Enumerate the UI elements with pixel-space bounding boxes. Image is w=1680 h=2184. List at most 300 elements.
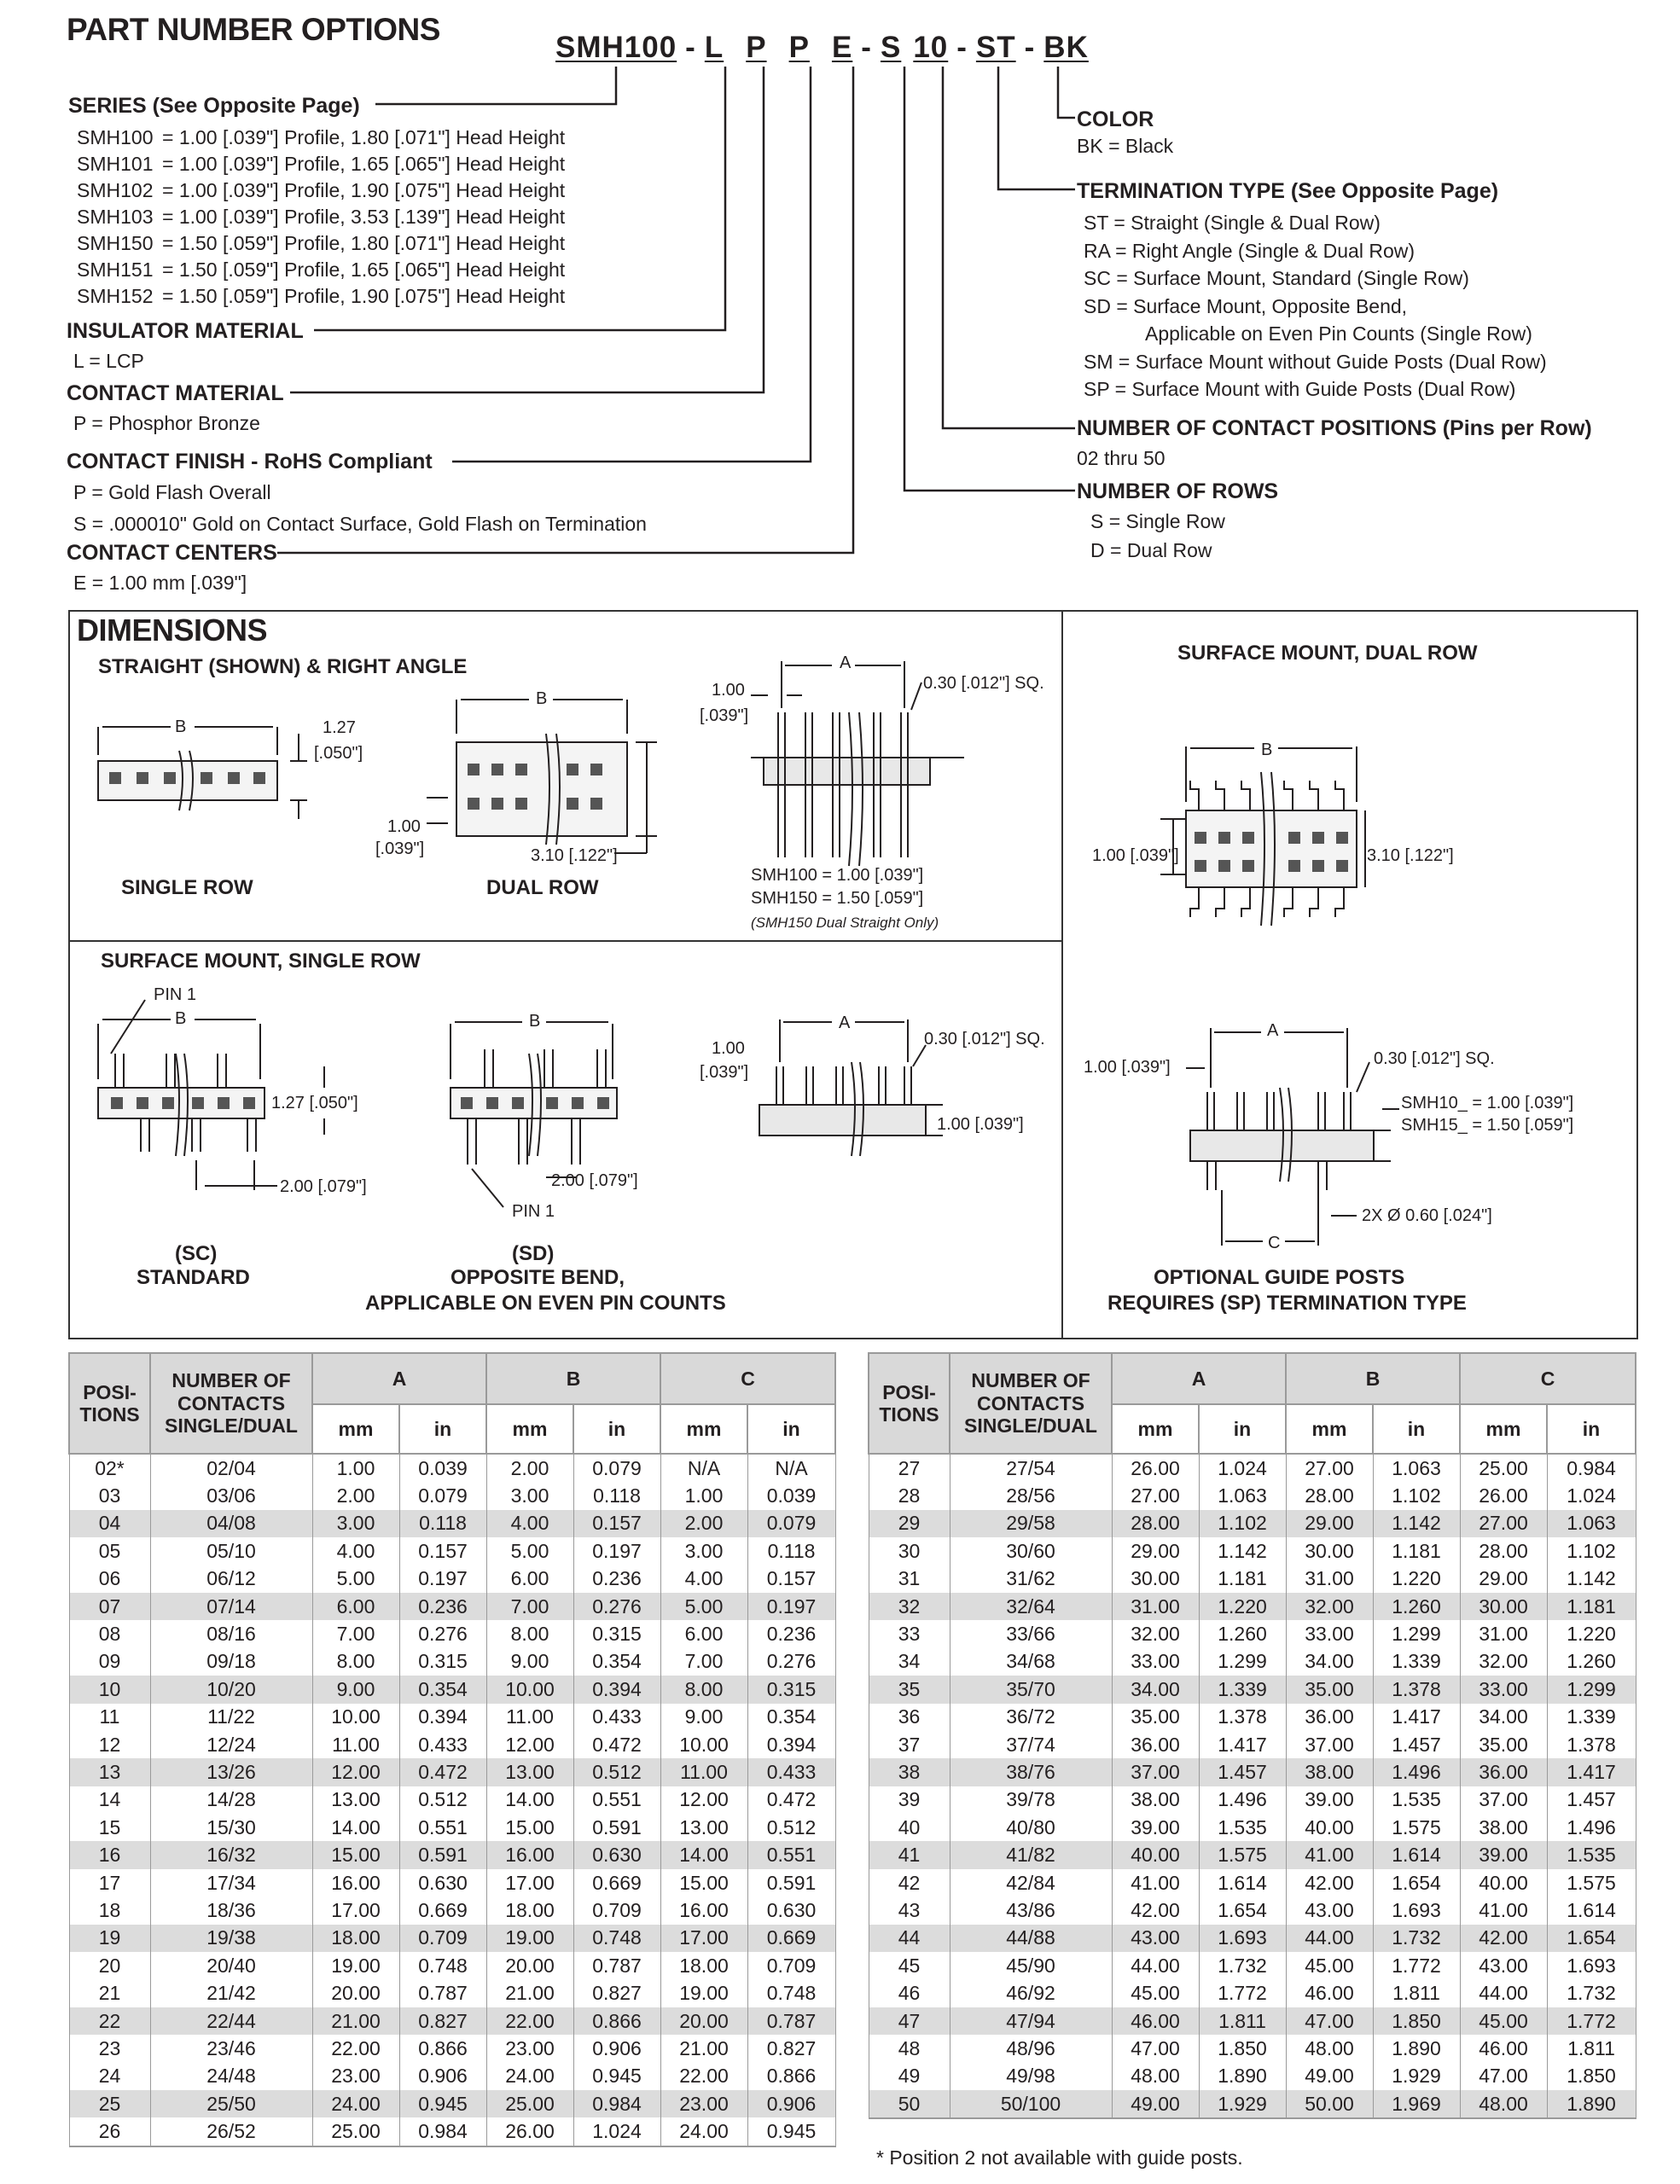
rows-header: NUMBER OF ROWS bbox=[1077, 479, 1279, 503]
dim-039-sc3: [.039"] bbox=[700, 1063, 749, 1082]
table-cell: 07 bbox=[69, 1593, 150, 1620]
table-cell: 1.890 bbox=[1199, 2063, 1286, 2090]
table-right-body bbox=[869, 1454, 1636, 2118]
table-cell: 24.00 bbox=[312, 2090, 399, 2117]
table-cell: 0.236 bbox=[399, 1593, 486, 1620]
drawing-sp-guide bbox=[1186, 1028, 1399, 1246]
table-cell: 0.315 bbox=[747, 1676, 835, 1703]
table-cell: 34.00 bbox=[1112, 1676, 1199, 1703]
table-cell: 0.709 bbox=[747, 1952, 835, 1979]
positions-header: NUMBER OF CONTACT POSITIONS (Pins per Row) bbox=[1077, 416, 1592, 440]
dim-100-straight: 1.00 bbox=[712, 681, 745, 700]
table-cell: 24 bbox=[69, 2063, 150, 2090]
table-cell: N/A bbox=[660, 1454, 747, 1482]
table-cell: 1.00 bbox=[312, 1454, 399, 1482]
table-cell: 21/42 bbox=[150, 1979, 312, 2007]
table-cell: 21.00 bbox=[486, 1979, 573, 2007]
table-cell: 0.748 bbox=[399, 1952, 486, 1979]
table-cell: 4.00 bbox=[660, 1565, 747, 1593]
table-row bbox=[869, 1620, 1636, 1647]
table-cell: 0.630 bbox=[747, 1896, 835, 1924]
table-cell: 38/76 bbox=[950, 1758, 1112, 1786]
table-cell: 1.535 bbox=[1373, 1786, 1460, 1814]
table-row bbox=[69, 1704, 835, 1731]
table-row bbox=[869, 2090, 1636, 2118]
table-row bbox=[69, 1786, 835, 1814]
pn-finish: P bbox=[788, 31, 810, 64]
pn-rows: S bbox=[880, 31, 902, 64]
table-cell: 40.00 bbox=[1286, 1814, 1373, 1841]
table-cell: 46.00 bbox=[1286, 1979, 1373, 2007]
termination-header: TERMINATION TYPE (See Opposite Page) bbox=[1077, 179, 1499, 203]
col-c-in: in bbox=[747, 1404, 835, 1454]
table-cell: 1.929 bbox=[1199, 2090, 1286, 2118]
table-cell: 10/20 bbox=[150, 1676, 312, 1703]
series-item: SMH101 = 1.00 [.039"] Profile, 1.65 [.065"] Head Height bbox=[77, 153, 566, 175]
table-cell: 8.00 bbox=[660, 1676, 747, 1703]
table-cell: 16 bbox=[69, 1841, 150, 1868]
color-line: BK = Black bbox=[1077, 135, 1174, 157]
drawing-dual-row bbox=[427, 700, 657, 853]
dim-2x-guide: 2X Ø 0.60 [.024"] bbox=[1362, 1206, 1492, 1225]
table-cell: 1.063 bbox=[1547, 1510, 1636, 1537]
series-item: SMH150 = 1.50 [.059"] Profile, 1.80 [.071"] Head Height bbox=[77, 232, 566, 254]
dim-c-guide: C bbox=[1268, 1234, 1281, 1252]
table-cell: 22/44 bbox=[150, 2007, 312, 2035]
table-cell: 43.00 bbox=[1286, 1896, 1373, 1924]
table-row bbox=[869, 1537, 1636, 1565]
table-cell: 15/30 bbox=[150, 1814, 312, 1841]
table-cell: 47.00 bbox=[1460, 2063, 1547, 2090]
drawing-sd-opposite bbox=[451, 1022, 617, 1207]
surface-dual-title: SURFACE MOUNT, DUAL ROW bbox=[1177, 642, 1478, 665]
table-cell: 26.00 bbox=[1112, 1454, 1199, 1482]
table-cell: 48.00 bbox=[1112, 2063, 1199, 2090]
table-cell: 1.102 bbox=[1547, 1537, 1636, 1565]
table-cell: 21 bbox=[69, 1979, 150, 2007]
table-cell: 27.00 bbox=[1460, 1510, 1547, 1537]
straight-title: STRAIGHT (SHOWN) & RIGHT ANGLE bbox=[98, 655, 468, 678]
table-cell: 0.354 bbox=[573, 1648, 660, 1676]
table-cell: 0.591 bbox=[747, 1869, 835, 1896]
table-cell: 18.00 bbox=[660, 1952, 747, 1979]
table-cell: 17 bbox=[69, 1869, 150, 1896]
series-item: SMH152 = 1.50 [.059"] Profile, 1.90 [.075"] Head Height bbox=[77, 285, 566, 307]
table-cell: 33.00 bbox=[1286, 1620, 1373, 1647]
table-cell: 30.00 bbox=[1112, 1565, 1199, 1593]
table-cell: 35 bbox=[869, 1676, 950, 1703]
table-cell: 10 bbox=[69, 1676, 150, 1703]
table-cell: 25.00 bbox=[486, 2090, 573, 2117]
table-cell: 7.00 bbox=[312, 1620, 399, 1647]
table-cell: 1.693 bbox=[1547, 1952, 1636, 1979]
table-cell: 1.457 bbox=[1547, 1786, 1636, 1814]
table-cell: 35/70 bbox=[950, 1676, 1112, 1703]
table-cell: 1.496 bbox=[1547, 1814, 1636, 1841]
table-cell: 29/58 bbox=[950, 1510, 1112, 1537]
table-cell: 24.00 bbox=[486, 2063, 573, 2090]
table-cell: 10.00 bbox=[312, 1704, 399, 1731]
table-cell: 0.197 bbox=[399, 1565, 486, 1593]
table-cell: 0.866 bbox=[399, 2035, 486, 2062]
series-item: SMH100 = 1.00 [.039"] Profile, 1.80 [.071"] Head Height bbox=[77, 126, 566, 148]
table-cell: 26/52 bbox=[150, 2117, 312, 2146]
dim-200079-sc: 2.00 [.079"] bbox=[280, 1177, 367, 1196]
rows-line-1: S = Single Row bbox=[1090, 510, 1225, 532]
table-cell: 14.00 bbox=[660, 1841, 747, 1868]
dim-a-straight: A bbox=[840, 653, 852, 672]
dim-smh100: SMH100 = 1.00 [.039"] bbox=[751, 866, 924, 885]
dim-b-single: B bbox=[175, 717, 187, 736]
table-cell: 04/08 bbox=[150, 1510, 312, 1537]
table-cell: 35.00 bbox=[1460, 1731, 1547, 1758]
table-cell: 29 bbox=[869, 1510, 950, 1537]
termination-item: Applicable on Even Pin Counts (Single Row) bbox=[1145, 322, 1532, 345]
table-cell: 1.575 bbox=[1199, 1841, 1286, 1868]
col-c: C bbox=[1460, 1353, 1636, 1404]
table-cell: 47.00 bbox=[1112, 2035, 1199, 2062]
col-contacts: NUMBER OF CONTACTS SINGLE/DUAL bbox=[150, 1353, 312, 1454]
table-cell: 0.276 bbox=[747, 1648, 835, 1676]
table-row bbox=[69, 1593, 835, 1620]
table-cell: 3.00 bbox=[660, 1537, 747, 1565]
table-row bbox=[869, 2063, 1636, 2090]
table-cell: 1.339 bbox=[1547, 1704, 1636, 1731]
guide-label-1: OPTIONAL GUIDE POSTS bbox=[1154, 1266, 1405, 1289]
table-cell: 0.551 bbox=[399, 1814, 486, 1841]
table-cell: 42.00 bbox=[1286, 1869, 1373, 1896]
table-cell: 0.827 bbox=[747, 2035, 835, 2062]
table-cell: 06 bbox=[69, 1565, 150, 1593]
table-cell: 0.118 bbox=[747, 1537, 835, 1565]
col-b: B bbox=[486, 1353, 660, 1404]
table-cell: 26 bbox=[69, 2117, 150, 2146]
dim-039-dual: [.039"] bbox=[375, 839, 425, 858]
table-cell: 16.00 bbox=[312, 1869, 399, 1896]
table-row bbox=[69, 1952, 835, 1979]
table-cell: 13.00 bbox=[660, 1814, 747, 1841]
table-cell: 23 bbox=[69, 2035, 150, 2062]
dim-smh10: SMH10_ = 1.00 [.039"] bbox=[1401, 1094, 1574, 1112]
pn-positions: 10 bbox=[913, 31, 949, 64]
table-cell: 34.00 bbox=[1460, 1704, 1547, 1731]
table-cell: 31.00 bbox=[1112, 1593, 1199, 1620]
table-row bbox=[69, 1841, 835, 1868]
col-c-in: in bbox=[1547, 1404, 1636, 1454]
table-cell: 08 bbox=[69, 1620, 150, 1647]
table-cell: 1.457 bbox=[1373, 1731, 1460, 1758]
table-cell: 11.00 bbox=[660, 1758, 747, 1786]
table-row bbox=[69, 1979, 835, 2007]
col-b-in: in bbox=[1373, 1404, 1460, 1454]
table-cell: 1.929 bbox=[1373, 2063, 1460, 2090]
table-cell: 05 bbox=[69, 1537, 150, 1565]
table-cell: 27.00 bbox=[1286, 1454, 1373, 1482]
table-row bbox=[869, 1952, 1636, 1979]
table-cell: 6.00 bbox=[660, 1620, 747, 1647]
table-cell: 1.063 bbox=[1373, 1454, 1460, 1482]
table-cell: 1.024 bbox=[1547, 1482, 1636, 1509]
table-cell: 1.339 bbox=[1373, 1648, 1460, 1676]
col-a-mm: mm bbox=[1112, 1404, 1199, 1454]
dim-100-sc3: 1.00 bbox=[712, 1039, 745, 1058]
positions-line: 02 thru 50 bbox=[1077, 447, 1166, 469]
table-cell: 1.00 bbox=[660, 1482, 747, 1509]
table-cell: 33 bbox=[869, 1620, 950, 1647]
table-cell: 50.00 bbox=[1286, 2090, 1373, 2118]
table-cell: 36.00 bbox=[1460, 1758, 1547, 1786]
table-cell: 34 bbox=[869, 1648, 950, 1676]
table-cell: 1.654 bbox=[1547, 1925, 1636, 1952]
drawing-sc-side bbox=[759, 1019, 943, 1156]
col-b-in: in bbox=[573, 1404, 660, 1454]
table-cell: 38 bbox=[869, 1758, 950, 1786]
table-cell: 45.00 bbox=[1112, 1979, 1199, 2007]
table-cell: 37.00 bbox=[1286, 1731, 1373, 1758]
table-cell: 45/90 bbox=[950, 1952, 1112, 1979]
table-cell: 04 bbox=[69, 1510, 150, 1537]
table-cell: 38.00 bbox=[1112, 1786, 1199, 1814]
table-cell: 20/40 bbox=[150, 1952, 312, 1979]
table-cell: 05/10 bbox=[150, 1537, 312, 1565]
table-cell: 0.394 bbox=[747, 1731, 835, 1758]
table-cell: 17.00 bbox=[660, 1925, 747, 1952]
table-cell: 47/94 bbox=[950, 2007, 1112, 2035]
table-cell: 0.669 bbox=[747, 1925, 835, 1952]
table-cell: 50/100 bbox=[950, 2090, 1112, 2118]
table-cell: 1.811 bbox=[1547, 2035, 1636, 2062]
dim-sq-straight: 0.30 [.012"] SQ. bbox=[923, 674, 1044, 693]
table-cell: 18 bbox=[69, 1896, 150, 1924]
table-row bbox=[869, 1676, 1636, 1703]
table-cell: 14/28 bbox=[150, 1786, 312, 1814]
series-item: SMH102 = 1.00 [.039"] Profile, 1.90 [.075"] Head Height bbox=[77, 179, 566, 201]
table-cell: 38.00 bbox=[1460, 1814, 1547, 1841]
table-cell: 44/88 bbox=[950, 1925, 1112, 1952]
table-cell: 0.315 bbox=[399, 1648, 486, 1676]
table-cell: 23.00 bbox=[486, 2035, 573, 2062]
table-cell: 0.787 bbox=[399, 1979, 486, 2007]
table-row bbox=[69, 2117, 835, 2146]
table-cell: 0.512 bbox=[573, 1758, 660, 1786]
table-row bbox=[69, 2063, 835, 2090]
table-row bbox=[869, 1510, 1636, 1537]
table-row bbox=[869, 2035, 1636, 2062]
table-cell: 44.00 bbox=[1286, 1925, 1373, 1952]
series-header: SERIES (See Opposite Page) bbox=[68, 94, 360, 118]
table-cell: 1.181 bbox=[1199, 1565, 1286, 1593]
table-row bbox=[869, 1814, 1636, 1841]
table-cell: 0.551 bbox=[747, 1841, 835, 1868]
table-cell: 46.00 bbox=[1112, 2007, 1199, 2035]
table-cell: 37.00 bbox=[1460, 1786, 1547, 1814]
table-cell: 1.732 bbox=[1199, 1952, 1286, 1979]
table-cell: 17.00 bbox=[486, 1869, 573, 1896]
table-cell: 30 bbox=[869, 1537, 950, 1565]
table-cell: 1.102 bbox=[1373, 1482, 1460, 1509]
page-title: PART NUMBER OPTIONS bbox=[67, 12, 440, 47]
part-number-example: SMH100 - L P P E - S 10 - ST - BK bbox=[555, 31, 1089, 64]
table-cell: 9.00 bbox=[660, 1704, 747, 1731]
table-cell: 24.00 bbox=[660, 2117, 747, 2146]
table-cell: 49 bbox=[869, 2063, 950, 2090]
pn-centers: E bbox=[831, 31, 853, 64]
col-b-mm: mm bbox=[486, 1404, 573, 1454]
table-cell: 41.00 bbox=[1286, 1841, 1373, 1868]
table-cell: 15.00 bbox=[312, 1841, 399, 1868]
table-cell: 14.00 bbox=[312, 1814, 399, 1841]
table-cell: 42.00 bbox=[1112, 1896, 1199, 1924]
table-cell: 1.063 bbox=[1199, 1482, 1286, 1509]
table-cell: 1.417 bbox=[1373, 1704, 1460, 1731]
table-row bbox=[869, 1648, 1636, 1676]
table-cell: 46.00 bbox=[1460, 2035, 1547, 2062]
dim-smh15: SMH15_ = 1.50 [.059"] bbox=[1401, 1116, 1574, 1135]
table-cell: 29.00 bbox=[1286, 1510, 1373, 1537]
table-cell: 28/56 bbox=[950, 1482, 1112, 1509]
table-cell: 22.00 bbox=[312, 2035, 399, 2062]
table-cell: 16.00 bbox=[660, 1896, 747, 1924]
table-cell: 19.00 bbox=[660, 1979, 747, 2007]
table-cell: 2.00 bbox=[486, 1454, 573, 1482]
table-row bbox=[869, 1704, 1636, 1731]
table-cell: 1.299 bbox=[1547, 1676, 1636, 1703]
table-row bbox=[69, 2007, 835, 2035]
table-cell: 27 bbox=[869, 1454, 950, 1482]
table-cell: 32 bbox=[869, 1593, 950, 1620]
table-cell: 12.00 bbox=[312, 1758, 399, 1786]
table-cell: 13 bbox=[69, 1758, 150, 1786]
table-cell: 12.00 bbox=[660, 1786, 747, 1814]
table-cell: 48.00 bbox=[1286, 2035, 1373, 2062]
table-cell: 06/12 bbox=[150, 1565, 312, 1593]
table-cell: 0.472 bbox=[747, 1786, 835, 1814]
table-cell: 34/68 bbox=[950, 1648, 1112, 1676]
table-cell: 1.654 bbox=[1199, 1896, 1286, 1924]
table-row bbox=[869, 1869, 1636, 1896]
table-cell: 0.118 bbox=[573, 1482, 660, 1509]
col-a: A bbox=[312, 1353, 486, 1404]
table-cell: 9.00 bbox=[486, 1648, 573, 1676]
table-cell: 1.181 bbox=[1547, 1593, 1636, 1620]
table-cell: 4.00 bbox=[486, 1510, 573, 1537]
table-cell: 40.00 bbox=[1112, 1841, 1199, 1868]
table-cell: 02* bbox=[69, 1454, 150, 1482]
table-row bbox=[69, 2090, 835, 2117]
table-cell: 19.00 bbox=[486, 1925, 573, 1952]
table-cell: 1.378 bbox=[1199, 1704, 1286, 1731]
table-cell: 1.260 bbox=[1199, 1620, 1286, 1647]
table-cell: 33.00 bbox=[1112, 1648, 1199, 1676]
table-cell: 6.00 bbox=[486, 1565, 573, 1593]
col-a-in: in bbox=[1199, 1404, 1286, 1454]
table-row bbox=[69, 1676, 835, 1703]
dim-100039-sm-dual: 1.00 [.039"] bbox=[1092, 846, 1179, 865]
dim-b-dual: B bbox=[536, 689, 548, 708]
table-cell: 0.157 bbox=[573, 1510, 660, 1537]
table-cell: 39/78 bbox=[950, 1786, 1112, 1814]
table-cell: 37.00 bbox=[1112, 1758, 1199, 1786]
table-cell: 0.512 bbox=[747, 1814, 835, 1841]
table-cell: 0.472 bbox=[399, 1758, 486, 1786]
table-cell: 0.433 bbox=[747, 1758, 835, 1786]
table-cell: 0.945 bbox=[573, 2063, 660, 2090]
table-cell: 1.339 bbox=[1199, 1676, 1286, 1703]
table-cell: 24/48 bbox=[150, 2063, 312, 2090]
table-cell: 0.276 bbox=[573, 1593, 660, 1620]
table-cell: 0.984 bbox=[573, 2090, 660, 2117]
table-cell: 6.00 bbox=[312, 1593, 399, 1620]
table-cell: 30.00 bbox=[1460, 1593, 1547, 1620]
table-cell: 0.354 bbox=[747, 1704, 835, 1731]
table-cell: 1.614 bbox=[1373, 1841, 1460, 1868]
table-cell: 34.00 bbox=[1286, 1648, 1373, 1676]
table-cell: 0.787 bbox=[573, 1952, 660, 1979]
table-cell: 18.00 bbox=[486, 1896, 573, 1924]
table-row bbox=[869, 1758, 1636, 1786]
dim-039-straight: [.039"] bbox=[700, 706, 749, 725]
table-cell: 1.142 bbox=[1547, 1565, 1636, 1593]
table-cell: 42.00 bbox=[1460, 1925, 1547, 1952]
contact-finish-line-2: S = .000010" Gold on Contact Surface, Gold Flash on Termination bbox=[73, 513, 647, 535]
table-cell: 1.024 bbox=[573, 2117, 660, 2146]
table-cell: 18/36 bbox=[150, 1896, 312, 1924]
surface-single-title: SURFACE MOUNT, SINGLE ROW bbox=[101, 950, 421, 973]
dim-sq-guide: 0.30 [.012"] SQ. bbox=[1374, 1049, 1495, 1068]
table-cell: 37 bbox=[869, 1731, 950, 1758]
table-cell: 10.00 bbox=[660, 1731, 747, 1758]
guide-label-2: REQUIRES (SP) TERMINATION TYPE bbox=[1107, 1292, 1467, 1315]
pn-color: BK bbox=[1043, 31, 1089, 64]
table-cell: 1.535 bbox=[1547, 1841, 1636, 1868]
dim-310-sm-dual: 3.10 [.122"] bbox=[1367, 846, 1454, 865]
dim-127050-sc: 1.27 [.050"] bbox=[271, 1094, 358, 1112]
table-cell: 32/64 bbox=[950, 1593, 1112, 1620]
table-row bbox=[69, 1482, 835, 1509]
sd-code: (SD) bbox=[512, 1242, 555, 1265]
table-cell: 13/26 bbox=[150, 1758, 312, 1786]
table-cell: 48.00 bbox=[1460, 2090, 1547, 2118]
table-row bbox=[869, 1896, 1636, 1924]
table-cell: 1.890 bbox=[1547, 2090, 1636, 2118]
table-cell: 1.732 bbox=[1547, 1979, 1636, 2007]
table-cell: 0.906 bbox=[747, 2090, 835, 2117]
table-cell: 19 bbox=[69, 1925, 150, 1952]
table-row bbox=[869, 1593, 1636, 1620]
table-cell: 09/18 bbox=[150, 1648, 312, 1676]
table-cell: 48/96 bbox=[950, 2035, 1112, 2062]
table-cell: 5.00 bbox=[312, 1565, 399, 1593]
table-cell: 45 bbox=[869, 1952, 950, 1979]
table-cell: 27/54 bbox=[950, 1454, 1112, 1482]
table-cell: 26.00 bbox=[486, 2117, 573, 2146]
table-row bbox=[69, 1565, 835, 1593]
table-left-body bbox=[69, 1454, 835, 2146]
dim-a-guide: A bbox=[1267, 1021, 1279, 1040]
series-item: SMH151 = 1.50 [.059"] Profile, 1.65 [.065"] Head Height bbox=[77, 258, 566, 281]
table-cell: 42 bbox=[869, 1869, 950, 1896]
table-cell: 36/72 bbox=[950, 1704, 1112, 1731]
table-row bbox=[869, 1979, 1636, 2007]
table-cell: 21.00 bbox=[660, 2035, 747, 2062]
table-cell: 1.102 bbox=[1199, 1510, 1286, 1537]
table-row bbox=[69, 1925, 835, 1952]
table-cell: 1.772 bbox=[1547, 2007, 1636, 2035]
table-cell: 0.079 bbox=[573, 1454, 660, 1482]
table-cell: 1.732 bbox=[1373, 1925, 1460, 1952]
termination-item: RA = Right Angle (Single & Dual Row) bbox=[1084, 239, 1416, 262]
insulator-line: L = LCP bbox=[73, 350, 144, 372]
